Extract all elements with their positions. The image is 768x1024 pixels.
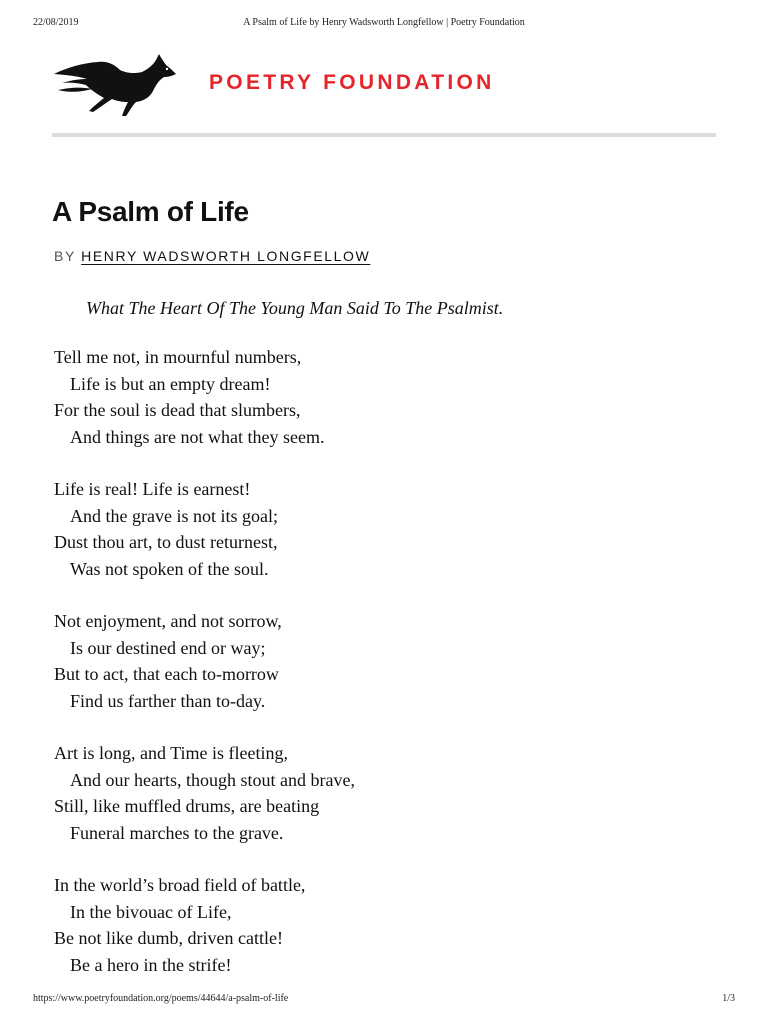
- print-page-title: A Psalm of Life by Henry Wadsworth Longfellow | Poetry Foundation: [243, 17, 525, 28]
- poem-line: Not enjoyment, and not sorrow,: [54, 611, 282, 631]
- by-label: BY: [54, 248, 76, 264]
- masthead: [52, 44, 716, 136]
- byline: [54, 248, 370, 264]
- print-url: https://www.poetryfoundation.org/poems/44644/a-psalm-of-life: [33, 993, 289, 1004]
- poem-line: In the bivouac of Life,: [70, 901, 232, 922]
- author-link[interactable]: HENRY WADSWORTH LONGFELLOW: [81, 248, 371, 264]
- poem-line: And things are not what they seem.: [70, 426, 325, 447]
- header-divider: [52, 133, 716, 137]
- stanza: [54, 608, 694, 714]
- poem-line: Be a hero in the strife!: [70, 954, 232, 975]
- poem-line: Art is long, and Time is fleeting,: [54, 743, 288, 763]
- poem-line: In the world’s broad field of battle,: [54, 875, 306, 895]
- poem-body: [54, 344, 694, 1004]
- print-date: 22/08/2019: [33, 17, 79, 28]
- print-header: [33, 17, 735, 31]
- poem-line: Be not like dumb, driven cattle!: [54, 928, 283, 948]
- stanza: [54, 740, 694, 846]
- poem-epigraph: What The Heart Of The Young Man Said To The Psalmist.: [86, 298, 504, 318]
- print-page-number: 1/3: [722, 993, 735, 1004]
- poem-line: Was not spoken of the soul.: [70, 558, 269, 579]
- poem-line: Funeral marches to the grave.: [70, 822, 284, 843]
- poem-line: Life is but an empty dream!: [70, 373, 271, 394]
- poem-line: Still, like muffled drums, are beating: [54, 796, 320, 816]
- poem-line: But to act, that each to-morrow: [54, 664, 279, 684]
- stanza: [54, 344, 694, 450]
- brand-name[interactable]: POETRY FOUNDATION: [209, 71, 495, 94]
- stanza: [54, 476, 694, 582]
- poem-line: And our hearts, though stout and brave,: [70, 769, 355, 790]
- poem-line: For the soul is dead that slumbers,: [54, 400, 301, 420]
- print-footer: [33, 993, 735, 1007]
- poem-title: A Psalm of Life: [52, 196, 249, 227]
- poem-line: Tell me not, in mournful numbers,: [54, 347, 302, 367]
- poem-line: And the grave is not its goal;: [70, 505, 278, 526]
- poem-line: Find us farther than to-day.: [70, 690, 266, 711]
- poem-line: Dust thou art, to dust returnest,: [54, 532, 278, 552]
- pegasus-icon[interactable]: [52, 50, 178, 118]
- poem-line: Is our destined end or way;: [70, 637, 266, 658]
- stanza: [54, 872, 694, 978]
- poem-line: Life is real! Life is earnest!: [54, 479, 251, 499]
